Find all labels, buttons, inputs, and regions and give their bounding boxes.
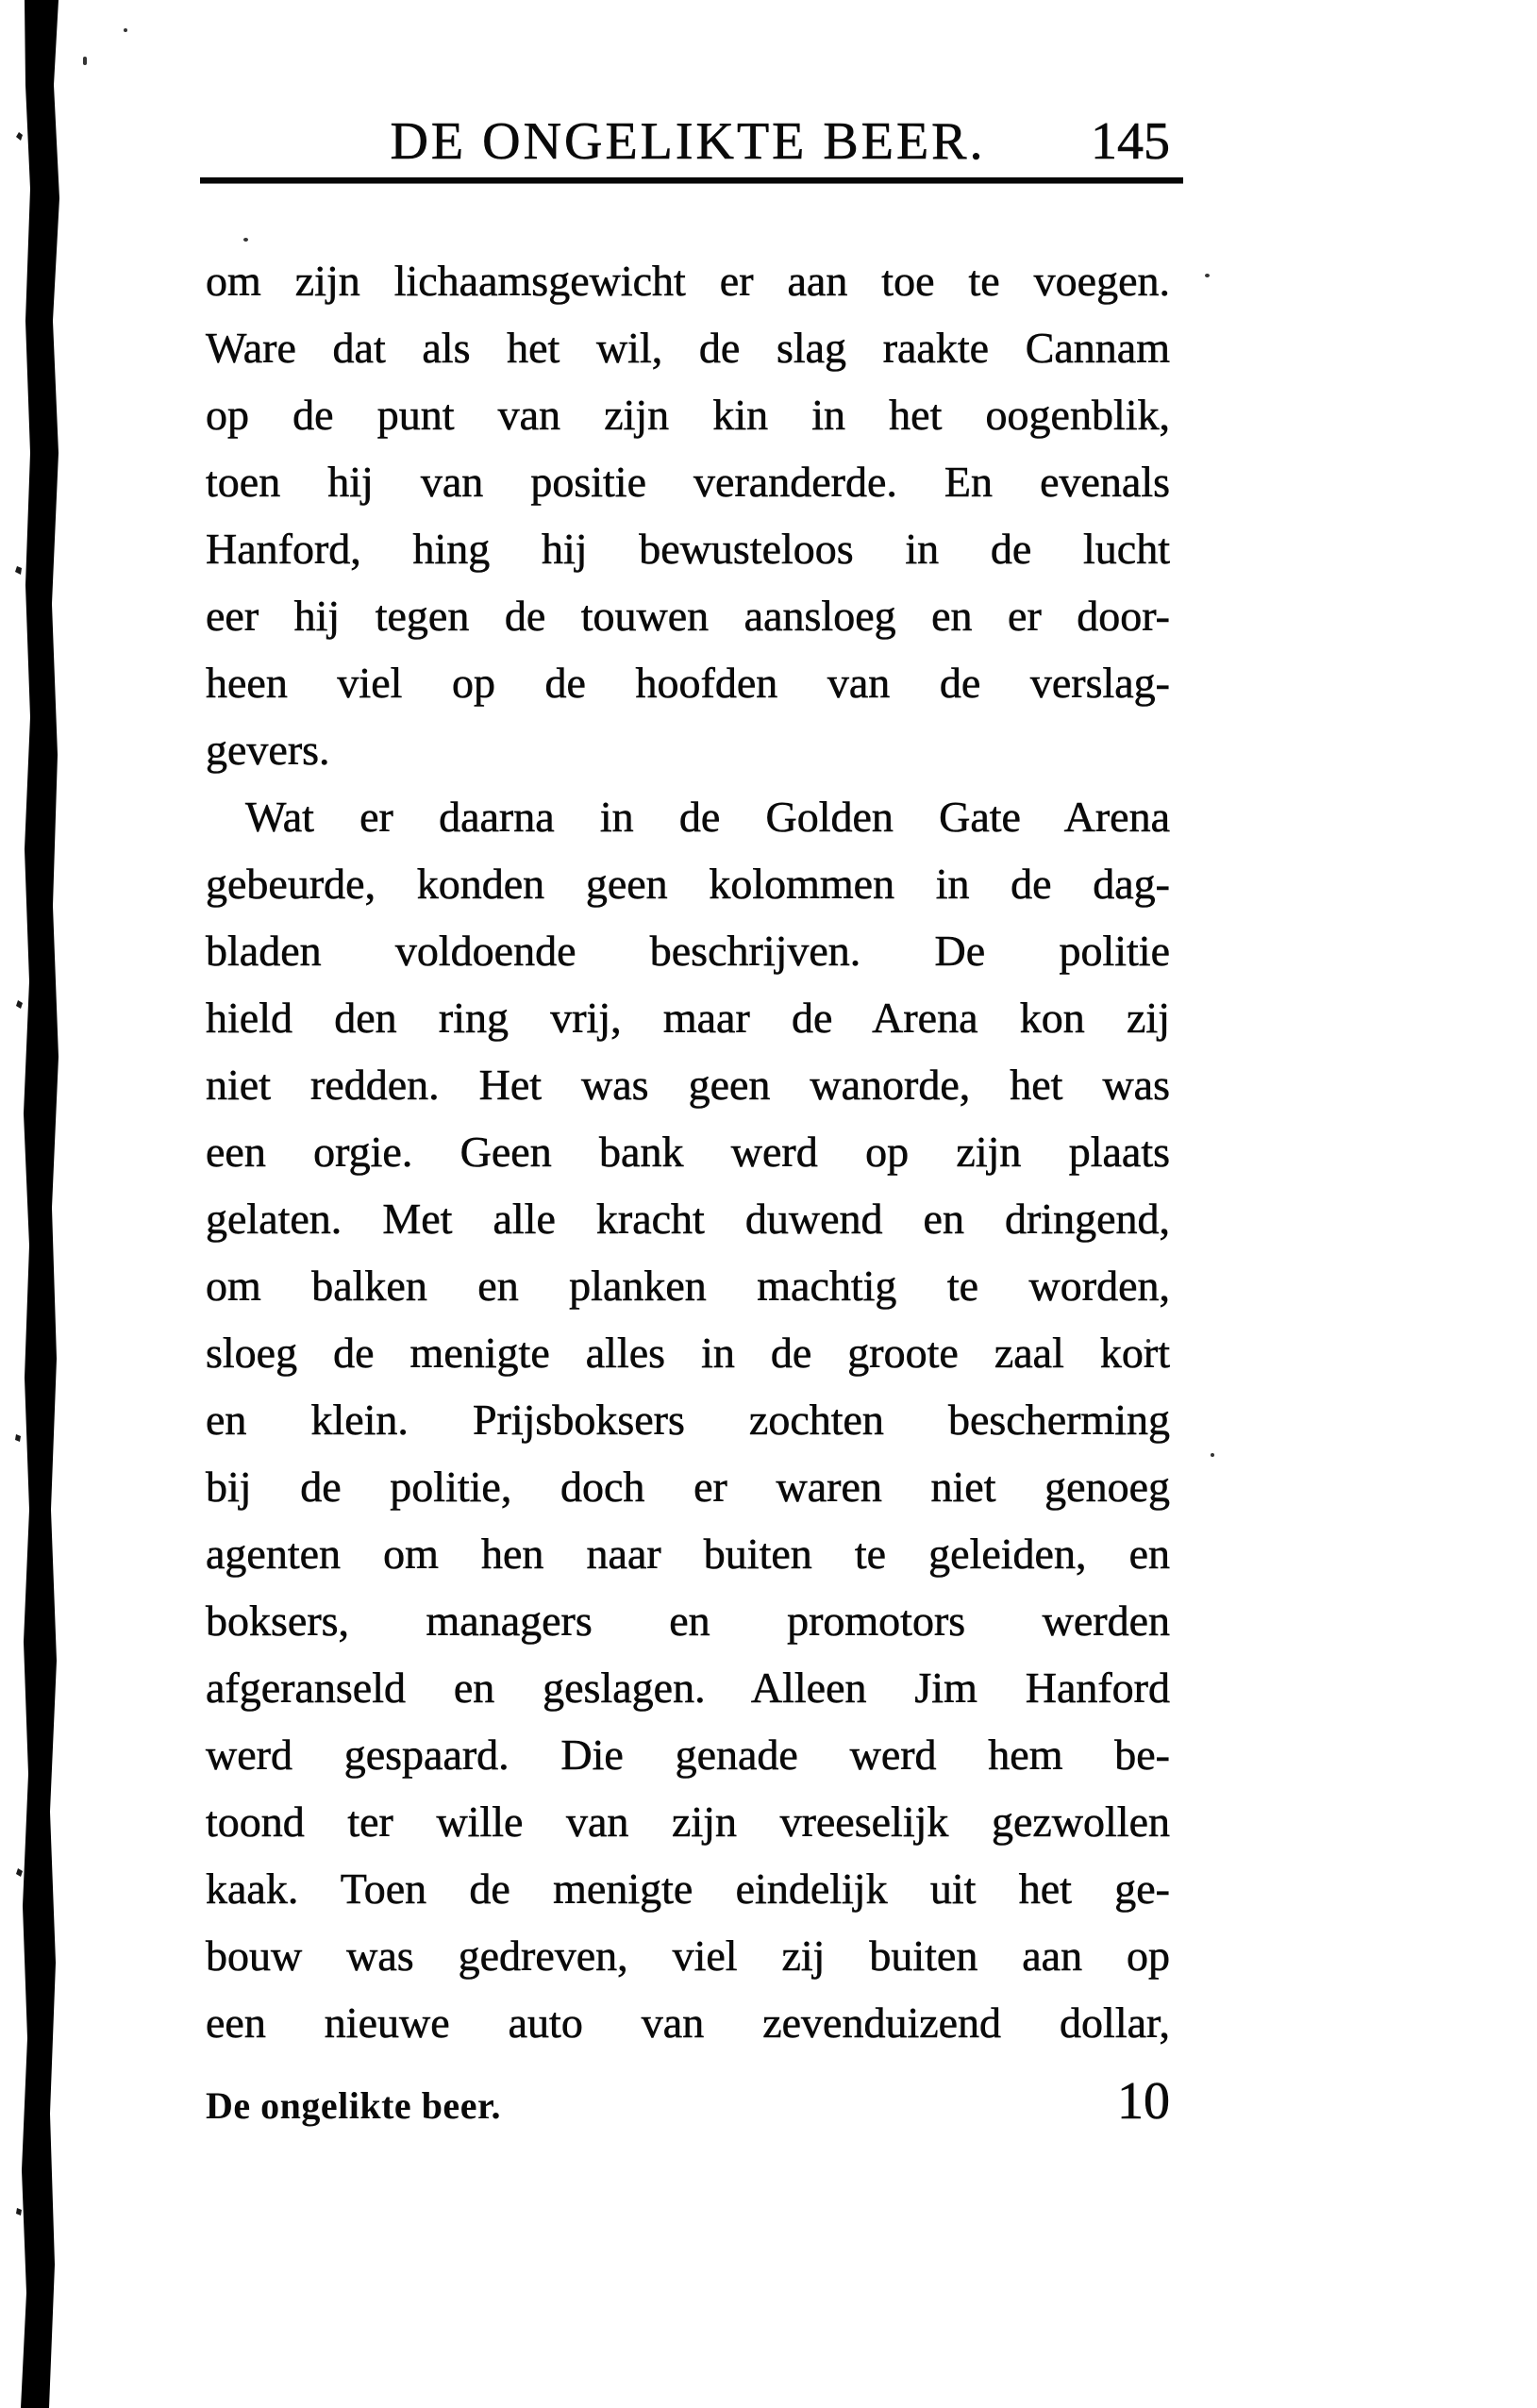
text-line: bouw was gedreven, viel zij buiten aan op [206,1931,1170,1980]
text-line: een nieuwe auto van zevenduizend dollar, [206,1998,1170,2047]
text-line: een orgie. Geen bank werd op zijn plaats [206,1128,1170,1176]
text-line: werd gespaard. Die genade werd hem be- [206,1731,1170,1779]
scan-speck [1205,274,1210,277]
scan-speck [1211,1453,1214,1457]
page-number: 145 [1091,112,1170,171]
text-line: toond ter wille van zijn vreeselijk gezwollen [206,1798,1170,1846]
footer-running-title: De ongelikte beer. [206,2084,502,2127]
text-line: Wat er daarna in de Golden Gate Arena [245,793,1170,841]
body-text [206,247,1170,2056]
text-line: gebeurde, konden geen kolommen in de dag- [206,860,1170,908]
text-line: bij de politie, doch er waren niet genoeg [206,1463,1170,1511]
text-line: eer hij tegen de touwen aansloeg en er door- [206,592,1170,640]
text-line: gelaten. Met alle kracht duwend en dringend, [206,1195,1170,1243]
page-header [206,111,1170,170]
text-line: hield den ring vrij, maar de Arena kon zij [206,994,1170,1042]
text-line: op de punt van zijn kin in het oogenblik, [206,391,1170,439]
text-line: heen viel op de hoofden van de verslag- [206,659,1170,707]
text-line: boksers, managers en promotors werden [206,1597,1170,1645]
text-line: afgeranseld en geslagen. Alleen Jim Hanford [206,1664,1170,1712]
text-line: agenten om hen naar buiten te geleiden, en [206,1530,1170,1578]
text-line: niet redden. Het was geen wanorde, het was [206,1061,1170,1109]
running-header-title: DE ONGELIKTE BEER. [390,112,986,171]
text-line: om balken en planken machtig te worden, [206,1262,1170,1310]
text-line: toen hij van positie veranderde. En evenals [206,458,1170,506]
text-line: gevers. [206,726,330,774]
text-line: bladen voldoende beschrijven. De politie [206,927,1170,975]
text-line: Ware dat als het wil, de slag raakte Cannam [206,324,1170,372]
text-line: Hanford, hing hij bewusteloos in de lucht [206,525,1170,573]
page-footer [206,2071,1170,2137]
scan-speck [124,28,127,32]
scan-speck [83,57,87,65]
book-gutter-shadow [0,0,66,2408]
footer-signature-number: 10 [1117,2072,1170,2131]
text-line: en klein. Prijsboksers zochten bescherming [206,1396,1170,1444]
text-line: kaak. Toen de menigte eindelijk uit het ge- [206,1865,1170,1913]
text-column [206,0,1170,2408]
text-line: om zijn lichaamsgewicht er aan toe te voegen. [206,257,1170,305]
header-rule [200,177,1183,183]
text-line: sloeg de menigte alles in de groote zaal kort [206,1329,1170,1377]
